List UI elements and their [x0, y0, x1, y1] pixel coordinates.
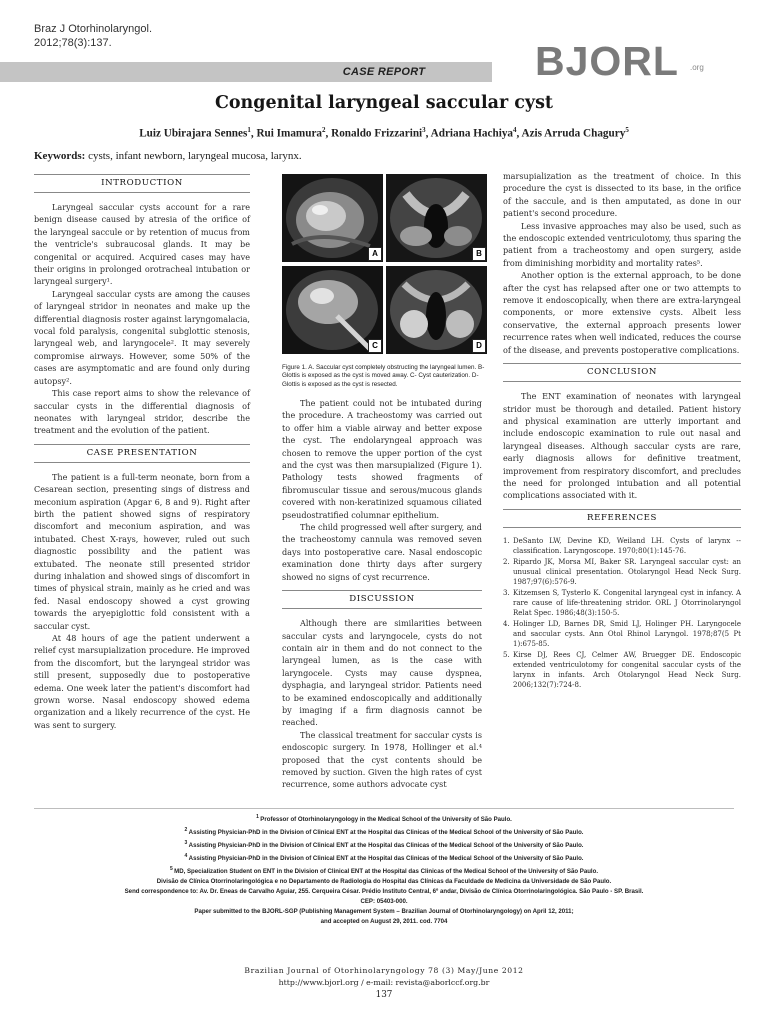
- reference-item: [503, 588, 741, 618]
- author-affiliation-mark: 1: [247, 126, 251, 134]
- reference-text: Kirse DJ, Rees CJ, Celmer AW, Bruegger DE. Endoscopic extended ventriculotomy for congenital saccular cysts of the larynx in infants. Arch Otolaryngol Head Neck Surg. 2006;132(7):724-8.: [513, 650, 741, 689]
- figure-panel-label: D: [472, 339, 486, 353]
- author-affiliation-mark: 3: [422, 126, 426, 134]
- column-middle: [282, 397, 482, 791]
- footnote-line: $^5$ MD, Specialization Student on ENT in the Division of Clinical ENT at the Hospital das Clinicas of the Medical School of the University of São Paulo.: [169, 866, 599, 876]
- reference-number: 5.: [503, 650, 510, 659]
- figure-panel-d: [386, 266, 487, 354]
- footnote-mark: 5: [169, 866, 175, 873]
- footer-contact-line: http://www.bjorl.org / e-mail: revista@aborlccf.org.br: [278, 978, 490, 987]
- figure-caption: Figure 1. A. Saccular cyst completely obstructing the laryngeal lumen. B- Glottis is exposed as the cyst is moved away. C- Cyst cauterization. D- Glottis is exposed as the cyst is resected.: [282, 364, 485, 388]
- author-name: Rui Imamura: [256, 127, 323, 140]
- footnote-mark: 2: [184, 827, 189, 834]
- figure-panel-label: C: [368, 339, 382, 353]
- intro-paragraph: Laryngeal saccular cysts account for a rare benign disease caused by atresia of the orifice of the laryngeal saccule or by retention of mucus from the ventricle's subraucosal glands. It may be congenital or acquired. Acquired cases may have their origins in prolonged orotracheal intubation or laryngeal surgery¹.: [34, 202, 250, 287]
- author-name: Azis Arruda Chagury: [521, 127, 626, 140]
- footnote-mark: 1: [256, 814, 261, 820]
- case-paragraph: The patient is a full-term neonate, born from a Cesarean section, presenting sings of distress and meconium aspiration (Apgar 6, 8 and 9). Right after birth the patient showed signs of respiratory discomfort and meconium aspiration, and was intubated. Chest X-rays, however, ruled out such diagnostic possibility and the patient was extubated. The neonate still presented stridor during inhalation and showed sings of discomfort in times of physical strain, mainly as he cried and was fed. Nasal endoscopy showed a cyst growing towards the aryepiglottic fold consistent with a saccular cyst.: [34, 471, 250, 631]
- intro-paragraph: This case report aims to show the relevance of saccular cysts in the differential diagnosis of neonates with laryngeal stridor, describe the treatment and the evolution of the patient.: [34, 388, 250, 436]
- journal-citation: [34, 22, 152, 50]
- keywords-label: Keywords:: [34, 150, 86, 162]
- footnotes: [34, 812, 734, 927]
- column-right: [503, 170, 741, 691]
- reference-text: DeSanto LW, Devine KD, Weiland LH. Cysts of larynx -- classification. Laryngoscope. 1970;80(1):145-76.: [513, 536, 741, 555]
- figure-panel-a: [282, 174, 383, 262]
- footnote-line: Divisão de Clínica Otorrinolaringológica e no Departamento de Radiologia do Hospital das Clínicas da Faculdade de Medicina da Universidade de São Paulo.: [156, 878, 612, 886]
- discussion-paragraph: Although there are similarities between saccular cysts and laryngocele, cysts do not contain air in them and do not connect to the laryngeal lumen, as is the case with laryngocele. Cysts may cause dyspnea, dysphagia, and laryngeal stridor. Patients need to be examined endoscopically and additionally by imaging if a firm diagnosis cannot be reached.: [282, 618, 482, 728]
- intro-paragraph: Laryngeal saccular cysts are among the causes of laryngeal stridor in neonates and make up the differential diagnosis roster against laryngomalacia, vocal fold paralysis, congenital subglottic stenosis, laryngeal web, and laryngocele². It may severely compromise airways. However, some 50% of the cases are asymptomatic and are found only during autopsy².: [34, 288, 250, 386]
- reference-number: 4.: [503, 619, 510, 628]
- keywords-text: cysts, infant newborn, laryngeal mucosa, larynx.: [88, 150, 302, 162]
- footnote-line: $^3$ Assisting Physician-PhD in the Division of Clinical ENT at the Hospital das Clinicas of the Medical School of the University of São Paulo.: [184, 840, 584, 850]
- discussion-paragraph: marsupialization as the treatment of choice. In this procedure the cyst is dissected to its base, in the orifice of the saccule, and is then amputated, as done in our patient's second procedure.: [503, 171, 741, 219]
- reference-item: [503, 650, 741, 690]
- journal-citation-line2: 2012;78(3):137.: [34, 37, 112, 49]
- article-title: Congenital laryngeal saccular cyst: [214, 93, 554, 113]
- reference-item: [503, 557, 741, 587]
- figure-panel-label: B: [472, 247, 486, 261]
- author-list: Luiz Ubirajara Sennes$^1$, Rui Imamura$^2$, Ronaldo Frizzarini$^3$, Adriana Hachiya$^4$, Azis Arruda Chagury$^5$: [139, 126, 629, 140]
- reference-text: Holinger LD, Barnes DR, Smid LJ, Holinger PH. Laryngocele and saccular cysts. Ann Otol Rhinol Laryngol. 1978;87(5 Pt 1):675-85.: [513, 619, 741, 648]
- author-affiliation-mark: 2: [322, 126, 326, 134]
- section-heading-case-presentation: CASE PRESENTATION: [34, 444, 250, 463]
- figure-panel-label: A: [368, 247, 382, 261]
- section-heading-conclusion: CONCLUSION: [503, 363, 741, 382]
- keywords: [34, 149, 302, 163]
- journal-citation-line1: Braz J Otorhinolaryngol.: [34, 23, 152, 35]
- conclusion-paragraph: The ENT examination of neonates with laryngeal stridor must be thorough and detailed. Patient history and physical examination are utterly important and include endoscopic examination to rule out nasal and laryngeal diseases. Although saccular cysts are rare, early diagnosis allows for definitive treatment, improvement from respiratory discomfort, and precludes the need for prolonged intubation and all potential complications associated with it.: [503, 391, 741, 501]
- section-heading-introduction: INTRODUCTION: [34, 174, 250, 193]
- author-name: Ronaldo Frizzarini: [331, 127, 423, 140]
- reference-number: 2.: [503, 557, 510, 566]
- reference-item: [503, 536, 741, 556]
- section-heading-references: REFERENCES: [503, 509, 741, 528]
- figure-panel-b: [386, 174, 487, 262]
- reference-number: 1.: [503, 536, 510, 545]
- figure-panel-c: [282, 266, 383, 354]
- journal-logo-suffix: .org: [690, 63, 704, 72]
- author-name: Adriana Hachiya: [430, 127, 514, 140]
- reference-list: [503, 536, 741, 690]
- footnote-line: Send correspondence to: Av. Dr. Eneas de Carvalho Aguiar, 255. Cerqueira César. Prédio Instituto Central, 6º andar, Divisão de Clínica Otorrinolaringológica. São Paulo - SP. Brasil.: [124, 888, 644, 896]
- author-affiliation-mark: 4: [513, 126, 517, 134]
- reference-text: Ripardo JK, Morsa MI, Baker SR. Laryngeal saccular cyst: an unusual clinical presentation. Otolaryngol Head Neck Surg. 1987;97(6):576-9.: [513, 557, 741, 586]
- section-heading-discussion: DISCUSSION: [282, 590, 482, 609]
- author-affiliation-mark: 5: [625, 126, 629, 134]
- author-name: Luiz Ubirajara Sennes: [139, 127, 248, 140]
- footnote-line: $^2$ Assisting Physician-PhD in the Division of Clinical ENT at the Hospital das Clinicas of the Medical School of the University of São Paulo.: [184, 827, 584, 837]
- journal-logo: BJORL: [535, 38, 679, 84]
- reference-text: Kitzemsen S, Tysterlo K. Congenital laryngeal cyst in infancy. A rare cause of life-threatening stridor. ORL J Otorrinolaryngol Relat Spec. 1986;48(3):150-5.: [513, 588, 741, 617]
- discussion-paragraph: Less invasive approaches may also be used, such as the endoscopic extended ventriculotomy, thus sparing the patient from a tracheostomy and open surgery, aside from diminishing morbidity and mortality rates⁵.: [503, 220, 741, 268]
- column-left: [34, 174, 250, 731]
- footnote-line: $^4$ Assisting Physician-PhD in the Division of Clinical ENT at the Hospital das Clinicas of the Medical School of the University of São Paulo.: [184, 853, 584, 863]
- footnote-line: and accepted on August 29, 2011. cod. 7704: [320, 918, 448, 926]
- footnote-line: CEP: 05403-000.: [360, 898, 408, 906]
- endoscopy-figure: [282, 174, 492, 360]
- discussion-paragraph: Another option is the external approach, to be done after the cyst has relapsed after one or two attempts to remove it endoscopically, when there are extra-laryngeal components, or more extensive cysts. Albeit less conservative, the external approach presents lower recurrence rates when well indicated, reduces the course of the disease, and prevents postoperative complications.: [503, 270, 741, 355]
- footnote-mark: 3: [184, 840, 189, 847]
- case-paragraph: The child progressed well after surgery, and the tracheostomy cannula was removed seven days into postoperative care. Nasal endoscopic examination done thirty days after surgery showed no signs of cyst recurrence.: [282, 522, 482, 582]
- discussion-paragraph: The classical treatment for saccular cysts is endoscopic surgery. In 1978, Hollinger et al.⁴ proposed that the cyst contents should be removed by suction. Given the high rates of cyst recurrence, some authors advocate cyst: [282, 729, 482, 790]
- reference-number: 3.: [503, 588, 510, 597]
- footnote-mark: 4: [184, 853, 189, 860]
- reference-item: [503, 619, 741, 649]
- section-label: CASE REPORT: [342, 66, 426, 78]
- case-paragraph: At 48 hours of age the patient underwent a relief cyst marsupialization procedure. He improved from the discomfort, but the laryngeal stridor was still present, supposedly due to postoperative edema. One week later the patient's discomfort had grown worse. Nasal endoscopy showed edema organization and a likely recurrence of the cyst. He was sent to surgery.: [34, 633, 250, 730]
- page-number: 137: [375, 990, 393, 1000]
- case-paragraph: The patient could not be intubated during the procedure. A tracheostomy was carried out to offer him a viable airway and better expose the cyst. The endolaryngeal approach was chosen to remove the upper portion of the cyst and the cyst was then marsupialized (Figure 1). Pathology tests showed fragments of fibromuscular tissue and serous/mucous glands covered with non-keratinized squamous ciliated pseudostratified columnar epithelium.: [282, 398, 482, 520]
- footnote-divider: [34, 808, 734, 809]
- footnote-line: $^1$ Professor of Otorhinolaryngology in the Medical School of the University of São Paulo.: [256, 814, 512, 824]
- footnote-line: Paper submitted to the BJORL-SGP (Publishing Management System – Brazilian Journal of Otorhinolaryngology) on April 12, 2011;: [194, 908, 574, 916]
- footer-journal-line: Brazilian Journal of Otorhinolaryngology 78 (3) May/June 2012: [244, 966, 524, 975]
